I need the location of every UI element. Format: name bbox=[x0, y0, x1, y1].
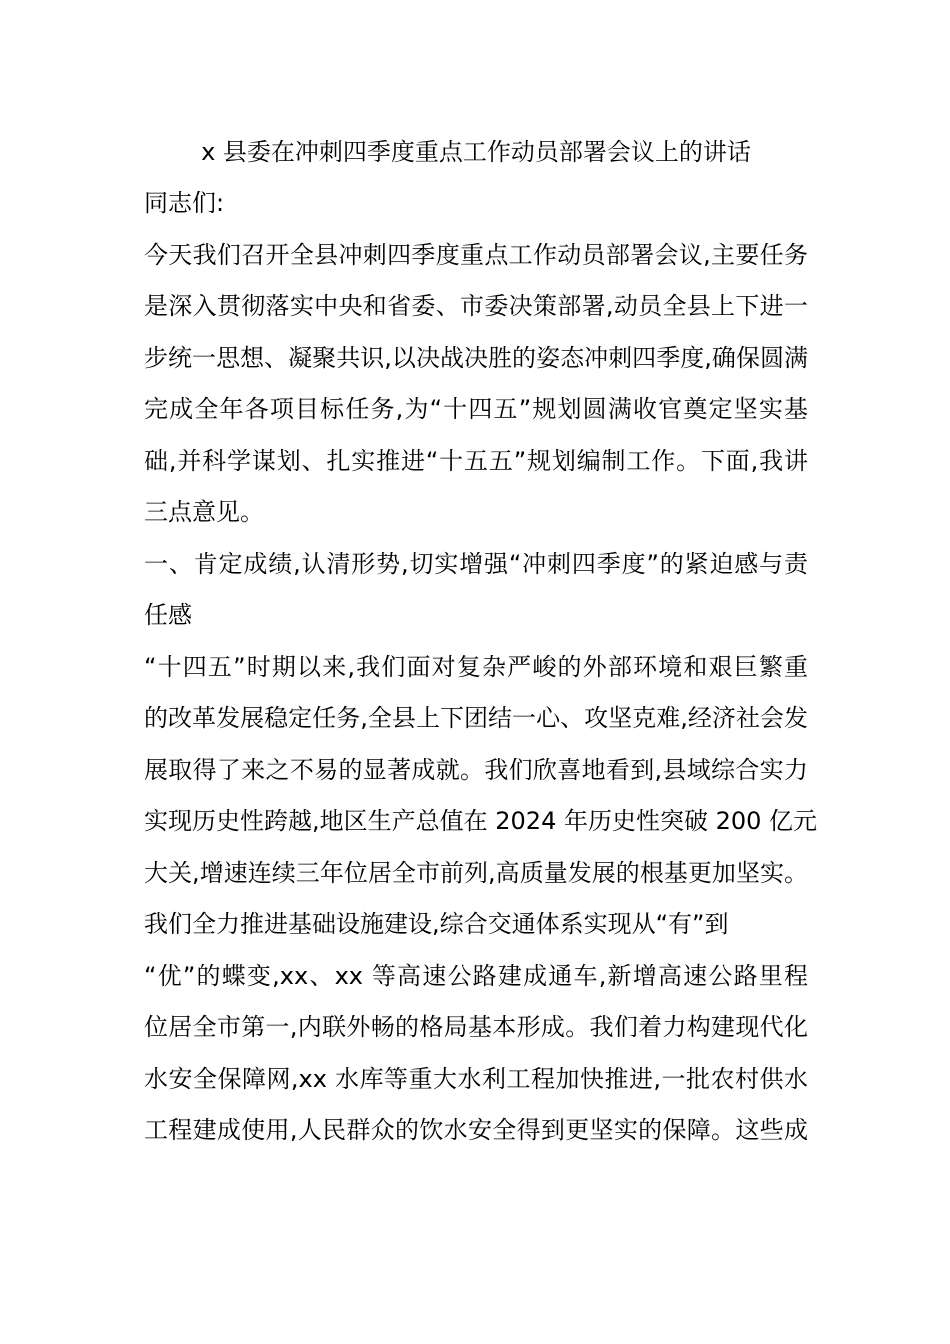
paragraph-line: 础,并科学谋划、扎实推进“十五五”规划编制工作。下面,我讲 bbox=[144, 446, 808, 475]
paragraph-achievements bbox=[144, 642, 818, 1157]
paragraph-line: 今天我们召开全县冲刺四季度重点工作动员部署会议,主要任务 bbox=[144, 240, 808, 269]
document-body bbox=[144, 128, 818, 1157]
paragraph-line: “优”的蝶变,xx、xx 等高速公路建成通车,新增高速公路里程 bbox=[144, 961, 808, 990]
heading-line: 任感 bbox=[144, 601, 192, 629]
paragraph-line: 是深入贯彻落实中央和省委、市委决策部署,动员全县上下进一 bbox=[144, 292, 808, 320]
paragraph-line: 位居全市第一,内联外畅的格局基本形成。我们着力构建现代化 bbox=[144, 1013, 808, 1041]
paragraph-line: “十四五”时期以来,我们面对复杂严峻的外部环境和艰巨繁重 bbox=[144, 652, 808, 681]
heading-line: 一、肯定成绩,认清形势,切实增强“冲刺四季度”的紧迫感与责 bbox=[144, 549, 808, 578]
paragraph-line: 我们全力推进基础设施建设,综合交通体系实现从“有”到 bbox=[144, 910, 729, 938]
paragraph-intro bbox=[144, 230, 808, 539]
paragraph-line: 工程建成使用,人民群众的饮水安全得到更坚实的保障。这些成 bbox=[144, 1116, 808, 1144]
salutation: 同志们: bbox=[144, 189, 225, 217]
paragraph-line: 水安全保障网,xx 水库等重大水利工程加快推进,一批农村供水 bbox=[144, 1064, 808, 1093]
paragraph-line: 实现历史性跨越,地区生产总值在 2024 年历史性突破 200 亿元 bbox=[144, 807, 818, 835]
paragraph-line: 大关,增速连续三年位居全市前列,高质量发展的根基更加坚实。 bbox=[144, 858, 808, 887]
paragraph-line: 完成全年各项目标任务,为“十四五”规划圆满收官奠定坚实基 bbox=[144, 395, 808, 423]
section-heading-1 bbox=[144, 539, 808, 642]
paragraph-line: 步统一思想、凝聚共识,以决战决胜的姿态冲刺四季度,确保圆满 bbox=[144, 343, 808, 372]
paragraph-line: 三点意见。 bbox=[144, 498, 264, 526]
paragraph-line: 的改革发展稳定任务,全县上下团结一心、攻坚克难,经济社会发 bbox=[144, 704, 808, 732]
paragraph-line: 展取得了来之不易的显著成就。我们欣喜地看到,县域综合实力 bbox=[144, 755, 808, 784]
document-title: x 县委在冲刺四季度重点工作动员部署会议上的讲话 bbox=[201, 138, 751, 166]
